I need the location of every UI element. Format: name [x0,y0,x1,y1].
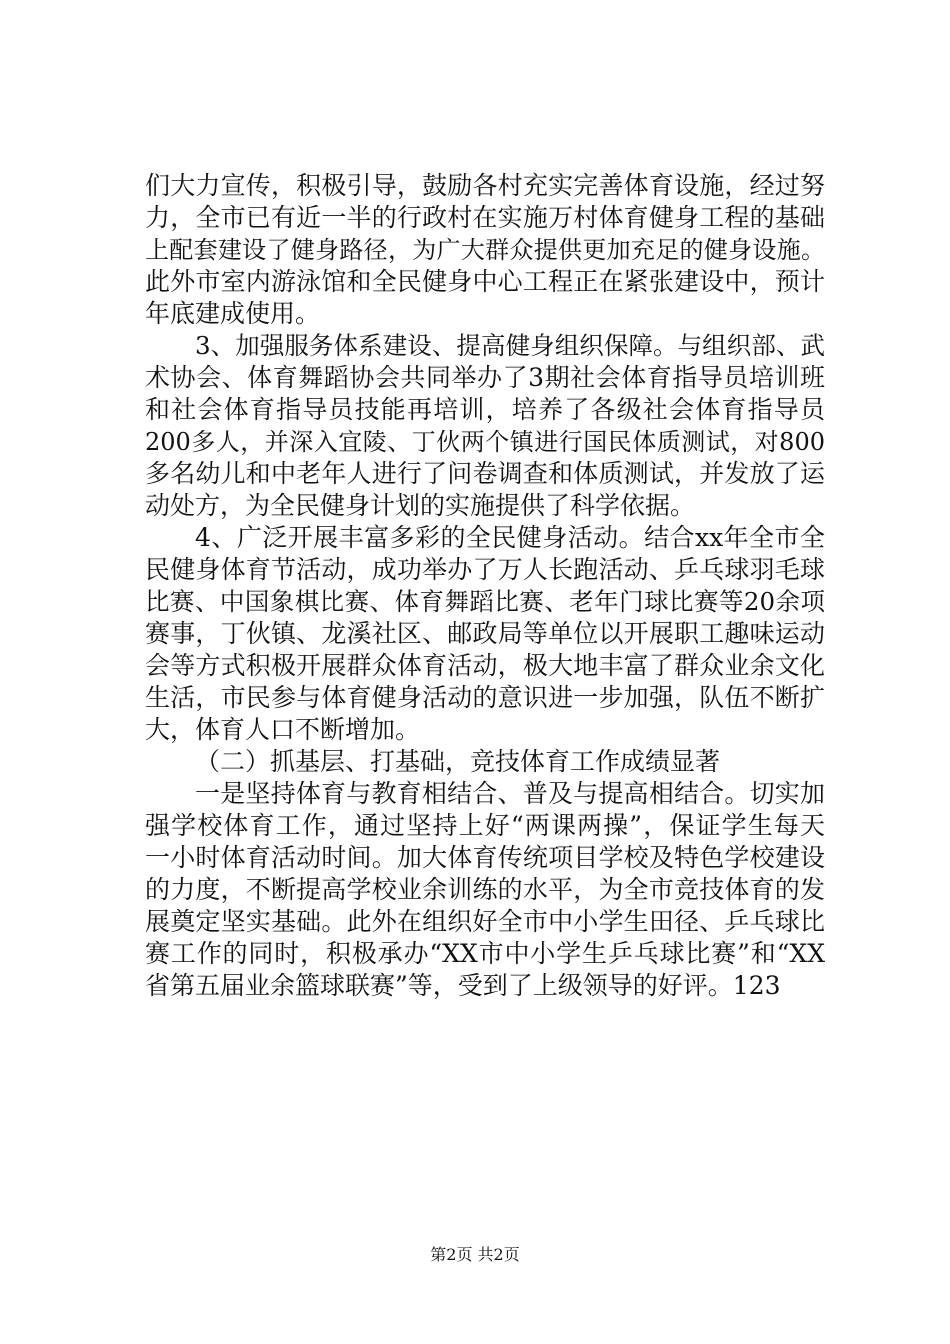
text-line: 赛工作的同时，积极承办“XX市中小学生乒乓球比赛”和“XX [145,939,825,968]
text-line: 3、加强服务体系建设、提高健身组织保障。与组织部、武 [195,331,825,360]
text-line: 的力度，不断提高学校业余训练的水平，为全市竞技体育的发 [145,875,825,904]
text-line: 200多人，并深入宜陵、丁伙两个镇进行国民体质测试，对800 [145,428,825,456]
text-line: 术协会、体育舞蹈协会共同举办了3期社会体育指导员培训班 [145,363,825,392]
page-footer: 第2页 共2页 [430,1245,520,1264]
text-line: 比赛、中国象棋比赛、体育舞蹈比赛、老年门球比赛等20余项 [145,587,825,616]
document-body [145,170,825,1002]
text-line: 年底建成使用。 [145,299,321,328]
text-line: 动处方，为全民健身计划的实施提供了科学依据。 [145,491,696,520]
text-line: 和社会体育指导员技能再培训，培养了各级社会体育指导员 [145,395,825,424]
text-line: 展奠定坚实基础。此外在组织好全市中小学生田径、乒乓球比 [145,907,825,936]
text-line: （二）抓基层、打基础，竞技体育工作成绩显著 [195,747,721,776]
text-line: 赛事，丁伙镇、龙溪社区、邮政局等单位以开展职工趣味运动 [145,619,825,648]
text-line: 一小时体育活动时间。加大体育传统项目学校及特色学校建设 [145,843,825,872]
text-line: 4、广泛开展丰富多彩的全民健身活动。结合xx年全市全 [195,523,825,552]
text-line: 会等方式积极开展群众体育活动，极大地丰富了群众业余文化 [145,651,825,680]
text-line: 省第五届业余篮球联赛”等，受到了上级领导的好评。123 [145,971,781,1000]
text-line: 民健身体育节活动，成功举办了万人长跑活动、乒乓球羽毛球 [145,555,825,584]
text-line: 生活，市民参与体育健身活动的意识进一步加强，队伍不断扩 [145,683,825,712]
text-line: 上配套建设了健身路径，为广大群众提供更加充足的健身设施。 [145,236,825,264]
text-line: 强学校体育工作，通过坚持上好“两课两操”，保证学生每天 [145,811,825,840]
text-line: 此外市室内游泳馆和全民健身中心工程正在紧张建设中，预计 [145,267,825,296]
text-line: 们大力宣传，积极引导，鼓励各村充实完善体育设施，经过努 [145,171,825,200]
text-line: 大，体育人口不断增加。 [145,715,421,744]
text-line: 力，全市已有近一半的行政村在实施万村体育健身工程的基础 [145,203,825,232]
text-line: 一是坚持体育与教育相结合、普及与提高相结合。切实加 [195,779,825,808]
text-line: 多名幼儿和中老年人进行了问卷调查和体质测试，并发放了运 [145,459,825,488]
